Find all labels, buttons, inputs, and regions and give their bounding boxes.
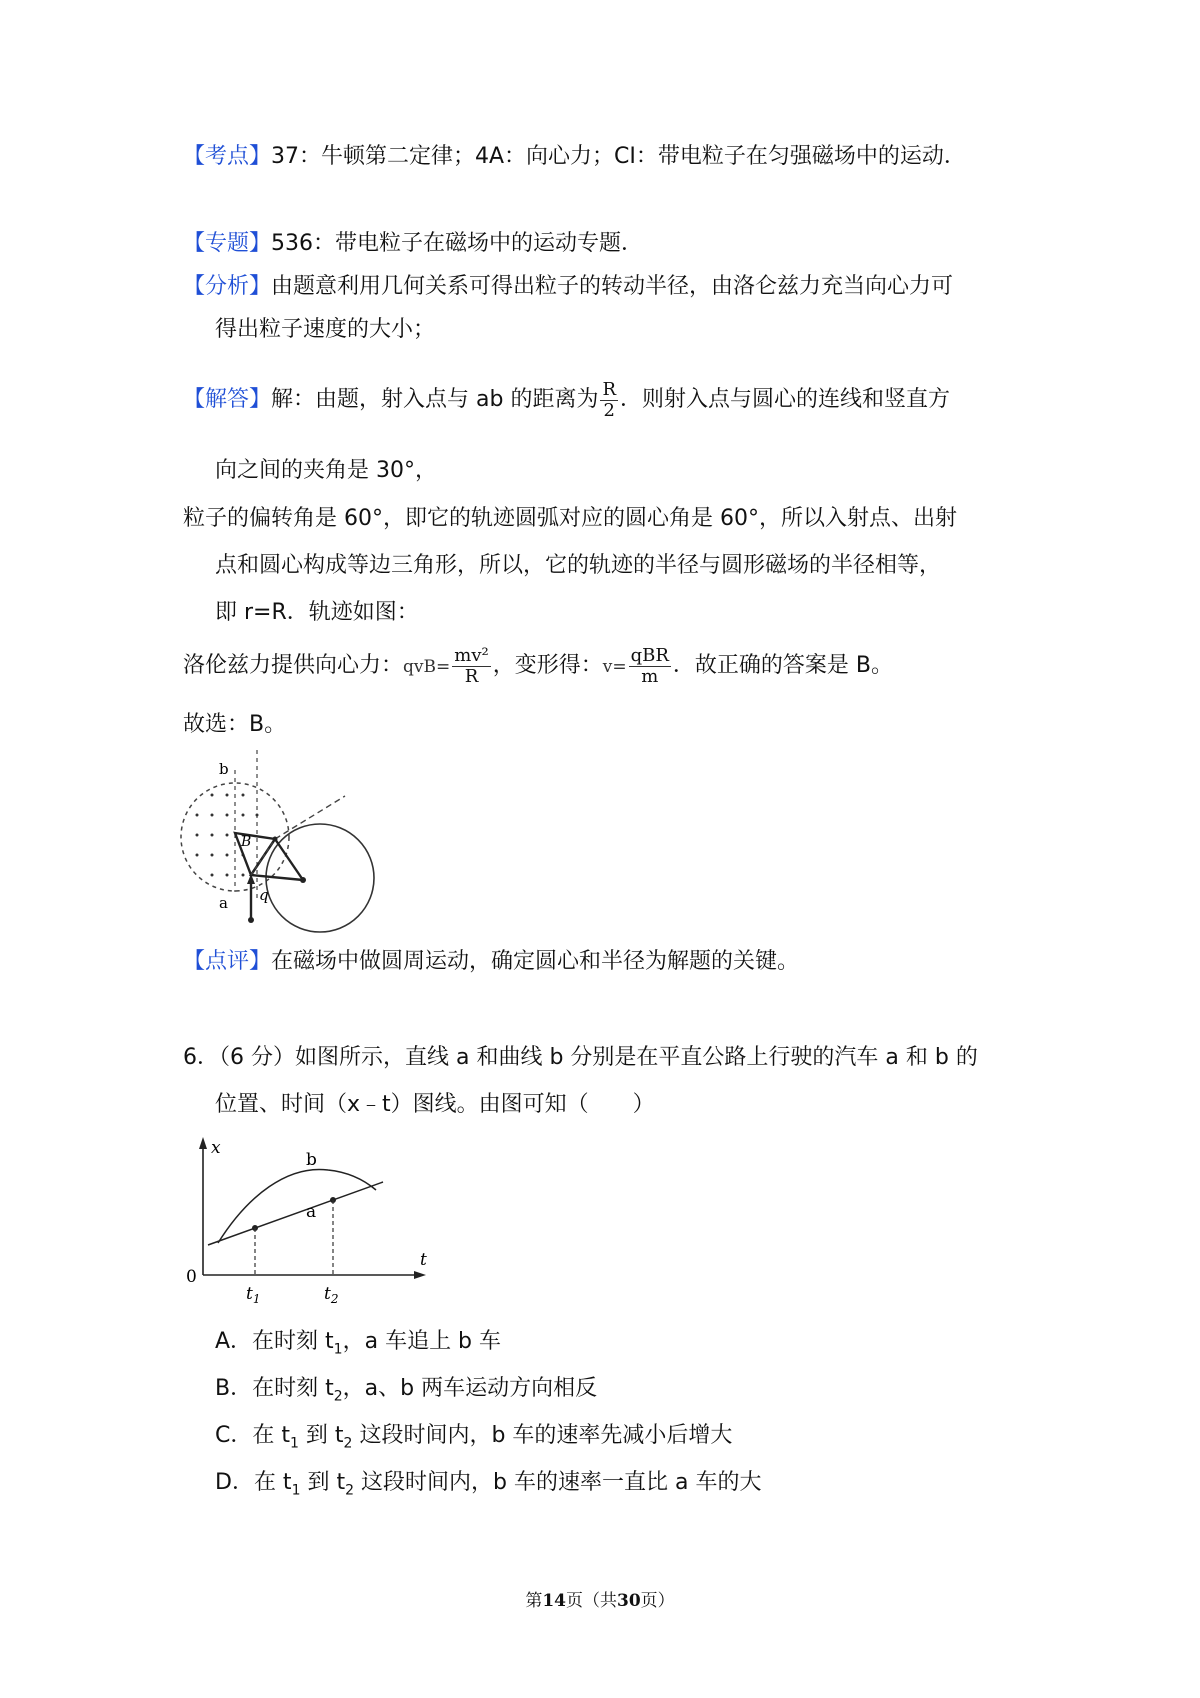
option-c-prefix: C．在 t: [215, 1423, 290, 1448]
label-t1: $t_1$: [246, 1284, 261, 1305]
frac-numerator: qBR: [630, 644, 669, 666]
jieda-text-1b: ．则射入点与圆心的连线和竖直方: [620, 387, 951, 412]
label-B: B: [241, 834, 252, 850]
option-c[interactable]: [215, 1421, 732, 1458]
label-t2: $t_2$: [324, 1284, 339, 1305]
jieda-line-1: [183, 378, 950, 422]
option-b-text: ，a、b 两车运动方向相反: [342, 1376, 598, 1401]
option-c-mid: 到 t: [298, 1423, 344, 1448]
kaodian-tag: 【考点】: [183, 144, 272, 169]
option-d-sub1: 1: [291, 1482, 301, 1499]
label-curve-b: b: [306, 1150, 317, 1170]
zhuanti-line: [183, 229, 643, 259]
jieda-line-2: 向之间的夹角是 30°，: [215, 458, 437, 483]
option-c-sub2: 2: [343, 1435, 353, 1452]
zhuanti-tag: 【专题】: [183, 231, 272, 256]
fraction-mv2-over-r: [452, 646, 490, 687]
option-d-mid: 到 t: [300, 1470, 346, 1495]
label-x: x: [211, 1138, 221, 1158]
label-t: t: [420, 1250, 427, 1270]
jieda-line-6: [183, 644, 893, 689]
footer-suffix: 页）: [640, 1591, 675, 1611]
frac-denominator: R: [464, 665, 479, 687]
frac-numerator: R: [602, 378, 617, 400]
footer-page-number: 14: [542, 1591, 566, 1611]
line-a: [208, 1182, 383, 1245]
particle-start-dot: [248, 917, 254, 923]
dianping-tag: 【点评】: [183, 949, 272, 974]
option-a[interactable]: [215, 1327, 501, 1364]
equation-2-lhs: v=: [602, 657, 627, 677]
frac-denominator: 2: [603, 399, 615, 421]
zhuanti-text: 536：带电粒子在磁场中的运动专题．: [271, 231, 644, 256]
option-c-sub1: 1: [289, 1435, 299, 1452]
magnetic-field-trajectory-figure: [175, 750, 395, 940]
option-a-prefix: A．在时刻 t: [215, 1329, 334, 1354]
footer-total-pages: 30: [617, 1591, 641, 1611]
jieda-text-6a: 洛伦兹力提供向心力：: [183, 653, 404, 678]
curve-b: [218, 1169, 376, 1243]
x-axis-arrow: [199, 1137, 207, 1149]
fenxi-line-2: 得出粒子速度的大小；: [215, 317, 436, 342]
option-a-text: ，a 车追上 b 车: [342, 1329, 502, 1354]
jieda-tag: 【解答】: [183, 387, 272, 412]
option-b[interactable]: [215, 1374, 597, 1411]
jieda-line-3: 粒子的偏转角是 60°，即它的轨迹圆弧对应的圆心角是 60°，所以入射点、出射: [183, 506, 957, 531]
label-origin: 0: [186, 1267, 197, 1287]
fenxi-text-1: 由题意利用几何关系可得出粒子的转动半径，由洛仑兹力充当向心力可: [271, 274, 954, 299]
jieda-text-1a: 解：由题，射入点与 ab 的距离为: [271, 387, 599, 412]
option-d-sub2: 2: [345, 1482, 355, 1499]
option-d[interactable]: [215, 1468, 761, 1505]
trajectory-center-dot: [300, 877, 306, 883]
label-a: a: [219, 894, 228, 912]
option-a-sub: 1: [333, 1341, 343, 1358]
footer-middle: 页（共: [566, 1591, 617, 1611]
option-d-text: 这段时间内，b 车的速率一直比 a 车的大: [354, 1470, 762, 1495]
kaodian-line: [183, 142, 966, 172]
question-stem-2: 位置、时间（x﹣t）图线。由图可知（ ）: [215, 1092, 655, 1117]
option-b-sub: 2: [333, 1388, 343, 1405]
jieda-text-6b: ，变形得：: [492, 653, 603, 678]
label-b: b: [219, 760, 229, 778]
label-q: q: [259, 886, 269, 904]
fraction-qbr-over-m: [629, 646, 671, 687]
jieda-line-7: 故选：B。: [183, 712, 287, 737]
t-axis-arrow: [414, 1271, 426, 1279]
exit-point-dot: [273, 837, 278, 842]
jieda-line-5: 即 r=R．轨迹如图：: [215, 600, 419, 625]
dianping-line: [183, 947, 799, 977]
kaodian-text: 37：牛顿第二定律；4A：向心力；CI：带电粒子在匀强磁场中的运动．: [271, 144, 966, 169]
dianping-text: 在磁场中做圆周运动，确定圆心和半径为解题的关键。: [271, 949, 800, 974]
fenxi-tag: 【分析】: [183, 274, 272, 299]
jieda-text-6c: ．故正确的答案是 B。: [672, 653, 893, 678]
exit-direction-line: [275, 796, 345, 839]
page-footer: [0, 1586, 1200, 1611]
frac-numerator: mv²: [454, 644, 489, 666]
frac-denominator: m: [641, 665, 659, 687]
fenxi-line-1: [183, 272, 953, 302]
label-line-a: a: [306, 1202, 317, 1222]
option-c-text: 这段时间内，b 车的速率先减小后增大: [352, 1423, 733, 1448]
option-d-prefix: D．在 t: [215, 1470, 292, 1495]
footer-prefix: 第: [525, 1591, 543, 1611]
option-b-prefix: B．在时刻 t: [215, 1376, 334, 1401]
jieda-line-4: 点和圆心构成等边三角形，所以，它的轨迹的半径与圆形磁场的半径相等，: [215, 553, 942, 578]
fraction-r-over-2: [600, 380, 618, 421]
equation-1-lhs: qvB=: [403, 657, 451, 677]
question-stem-1: 6．（6 分）如图所示，直线 a 和曲线 b 分别是在平直公路上行驶的汽车 a 和 b 的: [183, 1045, 978, 1070]
xt-graph-figure: [178, 1135, 438, 1305]
